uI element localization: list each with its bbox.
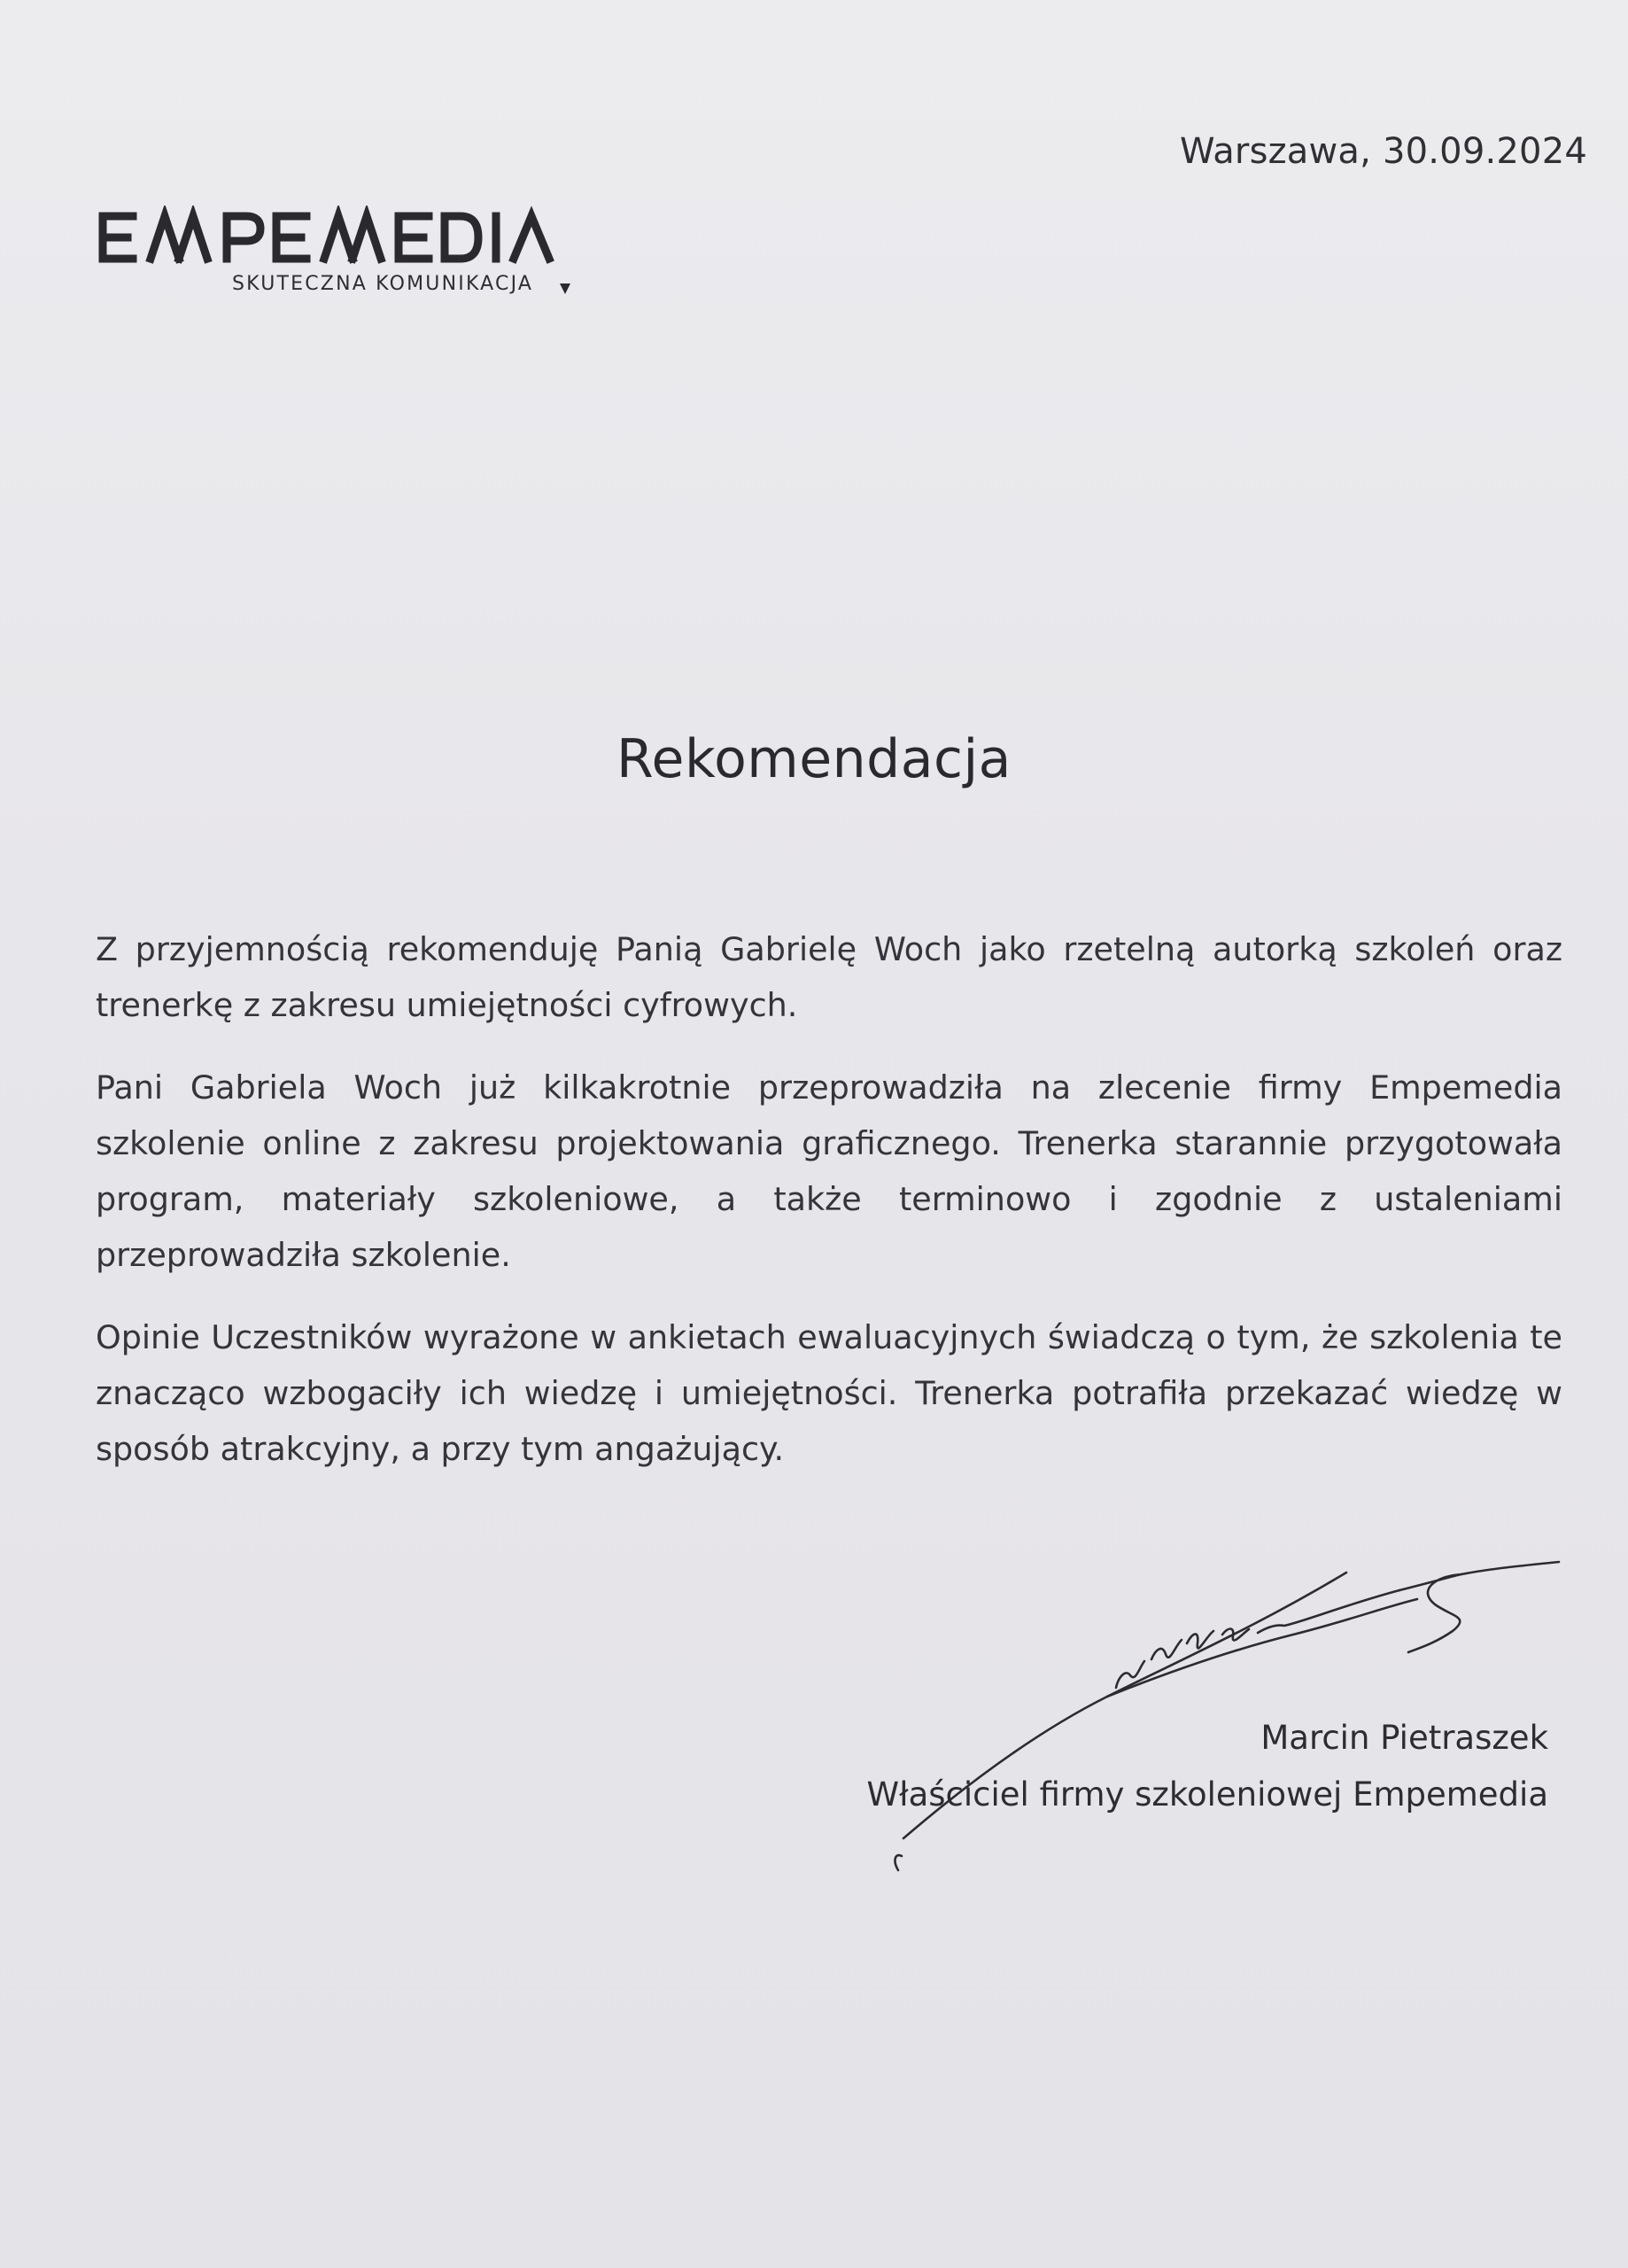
paragraph-1: Z przyjemnością rekomenduję Panią Gabrielę Woch jako rzetelną autorką szkoleń oraz trenerkę z zakresu umiejętności cyfrowych. xyxy=(96,930,1562,1024)
paragraph-2: Pani Gabriela Woch już kilkakrotnie przeprowadziła na zlecenie firmy Empemedia szkolenie online z zakresu projektowania graficznego. Trenerka starannie przygotowała program, materiały szkoleniowe, a także terminowo i zgodnie z ustaleniami przeprowadziła szkolenie. xyxy=(96,1068,1562,1274)
letter-title: Rekomendacja xyxy=(616,728,1012,790)
signer-role: Właściciel firmy szkoleniowej Empemedia xyxy=(866,1775,1548,1814)
signer-name: Marcin Pietraszek xyxy=(1260,1719,1548,1757)
place-date: Warszawa, 30.09.2024 xyxy=(1180,131,1587,172)
paragraph-3: Opinie Uczestników wyrażone w ankietach ewaluacyjnych świadczą o tym, że szkolenia te znacząco wzbogaciły ich wiedzę i umiejętności. Trenerka potrafiła przekazać wiedzę w sposób atrakcyjny, a przy tym angażujący. xyxy=(96,1318,1562,1468)
logo-tagline: SKUTECZNA KOMUNIKACJA xyxy=(232,273,534,295)
letter-body xyxy=(96,921,1562,1503)
signer-block xyxy=(866,1710,1548,1823)
